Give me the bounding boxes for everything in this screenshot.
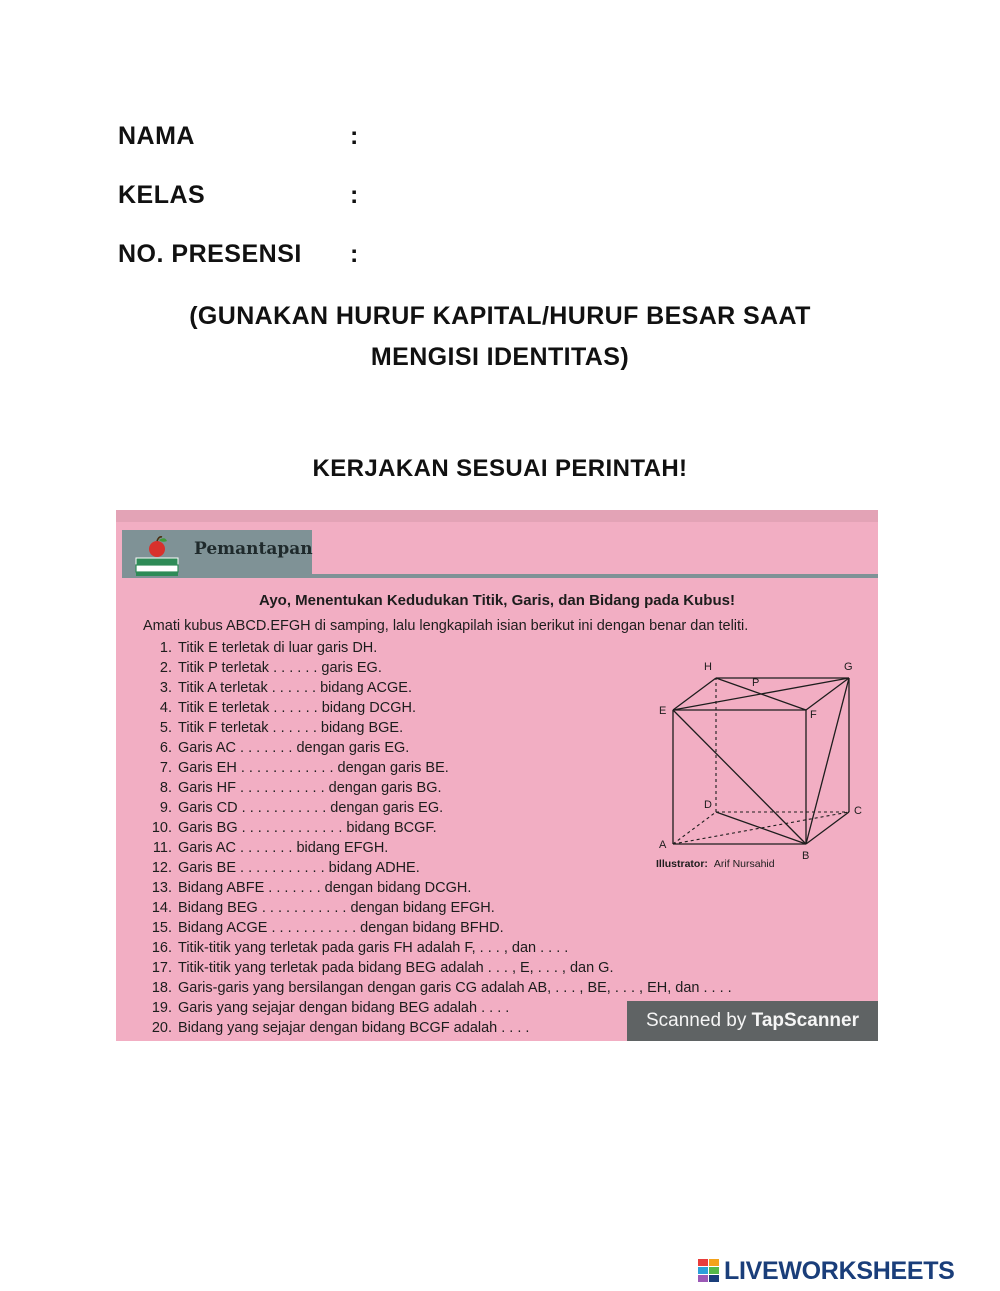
question-text: Titik-titik yang terletak pada bidang BEG adalah . . . , E, . . . , dan G.: [178, 960, 614, 976]
question-text: Bidang yang sejajar dengan bidang BCGF adalah . . . .: [178, 1020, 530, 1036]
section-header: [122, 530, 878, 578]
illustrator-credit: [656, 858, 775, 870]
scan-top-band: [116, 510, 878, 522]
illustrator-label: Illustrator:: [656, 858, 708, 870]
question-number: 11.: [152, 840, 172, 856]
cube-diagram: [646, 650, 876, 880]
command-heading: KERJAKAN SESUAI PERINTAH!: [312, 455, 688, 482]
question-text: Bidang ACGE . . . . . . . . . . . dengan bidang BFHD.: [178, 920, 504, 936]
identity-instruction: [60, 296, 940, 378]
question-number: 20.: [151, 1020, 172, 1036]
question-text: Titik A terletak . . . . . . bidang ACGE.: [178, 680, 412, 696]
question-number: 17.: [151, 960, 172, 976]
edge-AD: [673, 812, 716, 844]
diagonal-HF: [716, 678, 806, 710]
liveworksheets-wordmark: LIVEWORKSHEETS: [724, 1256, 955, 1285]
illustrator-name: Arif Nursahid: [713, 858, 775, 870]
scanned-exercise: [116, 510, 878, 1041]
question-text: Garis AC . . . . . . . dengan garis EG.: [178, 740, 410, 756]
question-number: 14.: [151, 900, 172, 916]
question-text: Garis AC . . . . . . . bidang EFGH.: [178, 840, 389, 856]
attendance-colon: :: [350, 240, 359, 268]
class-colon: :: [350, 181, 359, 209]
attendance-field-row: [118, 240, 359, 269]
vertex-label-F: F: [810, 709, 817, 721]
question-text: Bidang BEG . . . . . . . . . . . dengan bidang EFGH.: [178, 900, 495, 916]
question-number: 19.: [151, 1000, 172, 1016]
vertex-label-G: G: [844, 661, 853, 673]
question-text: Garis BE . . . . . . . . . . . bidang ADHE.: [178, 860, 420, 876]
question-text: Titik E terletak . . . . . . bidang DCGH.: [178, 700, 416, 716]
question-number: 2.: [159, 660, 172, 676]
name-label: NAMA: [118, 122, 195, 150]
vertex-label-B: B: [802, 850, 810, 862]
question-text: Garis yang sejajar dengan bidang BEG adalah . . . .: [178, 1000, 510, 1016]
vertex-label-H: H: [704, 661, 712, 673]
name-colon: :: [350, 122, 359, 150]
question-text: Garis EH . . . . . . . . . . . . dengan garis BE.: [178, 760, 449, 776]
scanner-brand: TapScanner: [751, 1010, 859, 1031]
question-number: 8.: [159, 780, 172, 796]
attendance-label: NO. PRESENSI: [118, 240, 302, 268]
liveworksheets-brand: [698, 1256, 955, 1286]
class-label: KELAS: [118, 181, 206, 209]
apple-book-icon: [132, 534, 188, 578]
question-text: Titik-titik yang terletak pada garis FH adalah F, . . . , dan . . . .: [178, 940, 569, 956]
question-text: Garis BG . . . . . . . . . . . . . bidang BCGF.: [178, 820, 437, 836]
section-header-rule: [122, 574, 878, 578]
question-text: Garis HF . . . . . . . . . . . dengan garis BG.: [178, 780, 442, 796]
question-number: 18.: [151, 980, 172, 996]
vertex-label-C: C: [854, 805, 862, 817]
name-field-row: [118, 122, 359, 151]
exercise-title: Ayo, Menentukan Kedudukan Titik, Garis, dan Bidang pada Kubus!: [259, 592, 735, 609]
question-text: Bidang ABFE . . . . . . . dengan bidang DCGH.: [178, 880, 472, 896]
question-number: 15.: [151, 920, 172, 936]
question-text: Titik E terletak di luar garis DH.: [178, 640, 378, 656]
question-item: [146, 878, 866, 898]
liveworksheets-logo-icon: [698, 1259, 720, 1283]
question-text: Garis CD . . . . . . . . . . . dengan garis EG.: [178, 800, 444, 816]
exercise-intro: Amati kubus ABCD.EFGH di samping, lalu lengkapilah isian berikut ini dengan benar dan teliti.: [143, 618, 749, 634]
question-number: 1.: [159, 640, 172, 656]
question-number: 13.: [151, 880, 172, 896]
diagonal-DB: [716, 812, 806, 844]
question-number: 16.: [151, 940, 172, 956]
question-item: [146, 938, 866, 958]
instruction-line-2: MENGISI IDENTITAS): [370, 343, 630, 371]
question-item: [146, 958, 866, 978]
question-item: [146, 978, 866, 998]
vertex-label-D: D: [704, 799, 712, 811]
edge-EH: [673, 678, 716, 710]
instruction-line-1: (GUNAKAN HURUF KAPITAL/HURUF BESAR SAAT: [189, 302, 811, 330]
question-number: 4.: [159, 700, 172, 716]
question-text: Titik F terletak . . . . . . bidang BGE.: [178, 720, 404, 736]
question-text: Garis-garis yang bersilangan dengan garis CG adalah AB, . . . , BE, . . . , EH, dan . . . .: [178, 980, 732, 996]
class-field-row: [118, 181, 359, 210]
vertex-label-P: P: [752, 677, 760, 689]
question-item: [146, 918, 866, 938]
question-number: 7.: [159, 760, 172, 776]
question-text: Titik P terletak . . . . . . garis EG.: [178, 660, 382, 676]
vertex-label-E: E: [659, 705, 667, 717]
question-number: 6.: [159, 740, 172, 756]
question-number: 12.: [151, 860, 172, 876]
scanner-watermark: [627, 1001, 878, 1041]
question-item: [146, 898, 866, 918]
diagonal-BG: [806, 678, 849, 844]
vertex-label-A: A: [659, 839, 667, 851]
question-number: 10.: [151, 820, 172, 836]
section-title: Pemantapan: [194, 539, 313, 559]
scanner-prefix: Scanned by: [646, 1010, 747, 1031]
question-number: 5.: [159, 720, 172, 736]
question-number: 9.: [159, 800, 172, 816]
question-number: 3.: [159, 680, 172, 696]
